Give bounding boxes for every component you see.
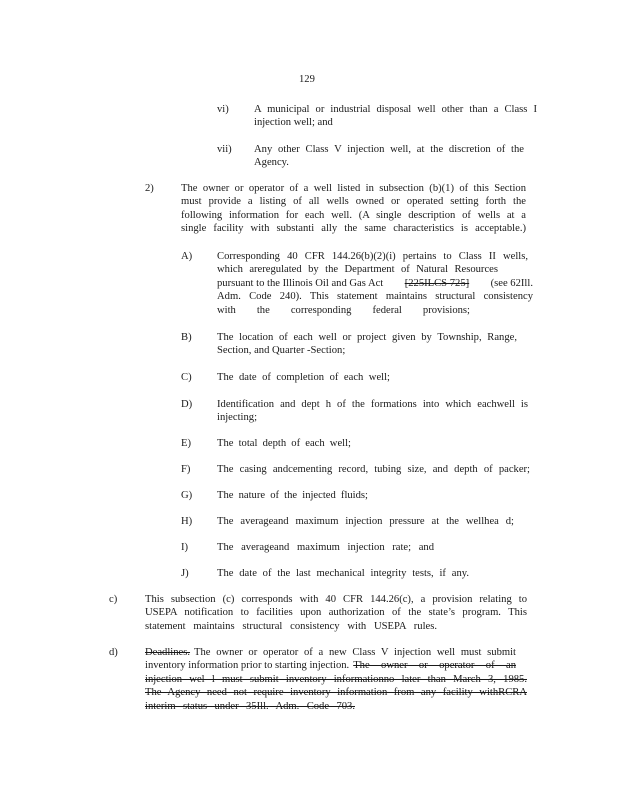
item-d-line3-deleted: injection wel l must submit inventory informationno later than March 3, 1985. [145, 674, 527, 685]
item-label-E: E) [181, 438, 191, 449]
item-label-J: J) [181, 568, 189, 579]
item-d-line2 [145, 659, 516, 672]
item-2-line3: following information for each well. (A single description of wells at a [181, 210, 526, 221]
item-A-line3-deleted: [225ILCS 725] [404, 278, 470, 289]
item-c-line3: statement maintains structural consistency with USEPA rules. [145, 621, 437, 632]
item-B-line2: Section, and Quarter -Section; [217, 345, 346, 356]
item-d-line1 [145, 646, 516, 659]
item-A-line3-ref: (see 62Ill. [490, 278, 533, 289]
item-H-text: The averageand maximum injection pressure at the wellhea d; [217, 516, 514, 527]
item-label-vii: vii) [217, 144, 232, 155]
item-D-line1: Identification and dept h of the formations into which eachwell is [217, 399, 528, 410]
item-label-H: H) [181, 516, 193, 527]
item-label-B: B) [181, 332, 192, 343]
item-label-A: A) [181, 251, 193, 262]
item-label-G: G) [181, 490, 193, 501]
item-label-D: D) [181, 399, 193, 410]
item-D-line2: injecting; [217, 412, 258, 423]
item-d-deleted-heading: Deadlines. [145, 647, 191, 658]
item-d-line2-text: inventory information prior to starting injection. [145, 660, 350, 671]
item-A-line2: which areregulated by the Department of Natural Resources [217, 264, 498, 275]
item-2-line4: single facility with substanti ally the same characteristics is acceptable.) [181, 223, 526, 234]
page-number: 129 [299, 74, 315, 85]
item-2-line2: must provide a listing of all wells owned or operated setting forth the [181, 196, 526, 207]
item-label-vi: vi) [217, 104, 229, 115]
item-c-line1: This subsection (c) corresponds with 40 CFR 144.26(c), a provision relating to [145, 594, 527, 605]
item-2-line1: The owner or operator of a well listed in subsection (b)(1) of this Section [181, 183, 526, 194]
item-d-line5-deleted: interim status under 35Ill. Adm. Code 703. [145, 701, 355, 712]
item-I-text: The averageand maximum injection rate; and [217, 542, 434, 553]
item-A-line1: Corresponding 40 CFR 144.26(b)(2)(i) pertains to Class II wells, [217, 251, 528, 262]
item-c-line2: USEPA notification to facilities upon authorization of the state’s program. This [145, 607, 527, 618]
item-B-line1: The location of each well or project given by Township, Range, [217, 332, 517, 343]
item-vii-line1: Any other Class V injection well, at the discretion of the [254, 144, 524, 155]
item-label-2: 2) [145, 183, 154, 194]
item-d-line1-text: The owner or operator of a new Class V injection well must submit [194, 647, 516, 658]
item-d-line4-deleted: The Agency need not require inventory information from any facility withRCRA [145, 687, 527, 698]
item-E-text: The total depth of each well; [217, 438, 351, 449]
item-C-text: The date of completion of each well; [217, 372, 390, 383]
item-vi-line2: injection well; and [254, 117, 333, 128]
item-vi-line1: A municipal or industrial disposal well other than a Class I [254, 104, 537, 115]
item-label-c: c) [109, 594, 118, 605]
item-label-F: F) [181, 464, 191, 475]
item-label-I: I) [181, 542, 189, 553]
item-vii-line2: Agency. [254, 157, 289, 168]
item-A-line3-text: pursuant to the Illinois Oil and Gas Act [217, 278, 384, 289]
item-G-text: The nature of the injected fluids; [217, 490, 368, 501]
item-A-line5: with the corresponding federal provisions; [217, 305, 470, 316]
item-d-line2-deleted: The owner or operator of an [353, 660, 516, 671]
item-A-line4: Adm. Code 240). This statement maintains structural consistency [217, 291, 533, 302]
item-A-line3 [217, 277, 533, 290]
item-label-C: C) [181, 372, 192, 383]
item-J-text: The date of the last mechanical integrity tests, if any. [217, 568, 469, 579]
item-F-text: The casing andcementing record, tubing size, and depth of packer; [217, 464, 530, 475]
item-label-d: d) [109, 647, 118, 658]
